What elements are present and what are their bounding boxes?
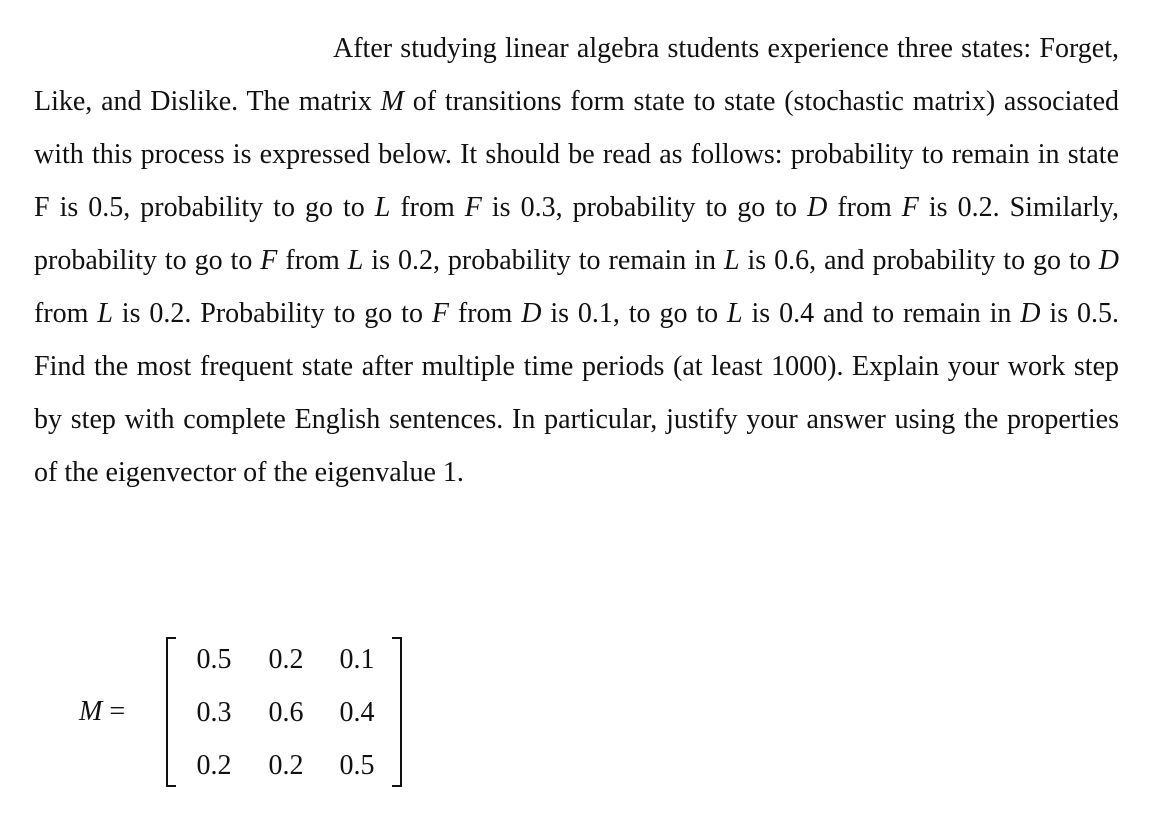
matrix-cell: 0.2 bbox=[196, 750, 232, 781]
matrix-cell: 0.2 bbox=[268, 750, 304, 781]
problem-statement bbox=[34, 22, 1119, 499]
matrix-cell: 0.3 bbox=[196, 697, 232, 728]
math-variable: D bbox=[1098, 245, 1119, 276]
math-variable: F bbox=[431, 298, 449, 329]
matrix-row bbox=[178, 640, 392, 680]
matrix-row bbox=[178, 746, 392, 786]
right-bracket bbox=[392, 637, 402, 787]
text-segment: is 0.5. Find the most frequent state after multiple time periods (at least 1000). Explain your work step by step with complete English sentences. In particular, justify your answer using the properties of the eigenvector of the eigenvalue 1. bbox=[34, 298, 1119, 488]
text-segment: from bbox=[448, 298, 522, 329]
text-segment: is 0.1, to go to bbox=[541, 298, 728, 329]
text-segment: is 0.3, probability to go to bbox=[481, 192, 808, 223]
matrix-row bbox=[178, 693, 392, 733]
text-segment: from bbox=[277, 245, 348, 276]
math-variable: M bbox=[380, 86, 404, 117]
math-variable: D bbox=[1020, 298, 1041, 329]
math-variable: D bbox=[807, 192, 828, 223]
math-variable: F bbox=[901, 192, 919, 223]
matrix-cell: 0.6 bbox=[268, 697, 304, 728]
matrix-cell: 0.5 bbox=[339, 750, 375, 781]
text-segment: of transitions form state to state (stochastic matrix) associated with this process is expressed below. It should be read as follows: probability to remain in state F is 0.5, probability to go to bbox=[34, 86, 1119, 223]
math-variable: F bbox=[464, 192, 482, 223]
text-segment: from bbox=[34, 298, 98, 329]
equals-sign: = bbox=[109, 696, 126, 727]
left-bracket bbox=[166, 637, 176, 787]
math-variable: L bbox=[727, 298, 743, 329]
matrix-cell: 0.4 bbox=[339, 697, 375, 728]
text-segment: is 0.2, probability to remain in bbox=[363, 245, 724, 276]
matrix-name: M bbox=[79, 696, 103, 727]
matrix-cell: 0.2 bbox=[268, 644, 304, 675]
math-variable: L bbox=[347, 245, 364, 276]
text-segment: After studying linear algebra students experience three states: Forget, Like, and Dislike. The matrix bbox=[34, 33, 1119, 117]
math-variable: L bbox=[374, 192, 391, 223]
text-segment: is 0.4 and to remain in bbox=[742, 298, 1021, 329]
matrix-cell: 0.1 bbox=[339, 644, 375, 675]
text-segment: is 0.6, and probability to go to bbox=[739, 245, 1099, 276]
text-segment: from bbox=[390, 192, 465, 223]
math-variable: L bbox=[97, 298, 113, 329]
math-variable: D bbox=[521, 298, 542, 329]
math-variable: L bbox=[723, 245, 740, 276]
text-segment: from bbox=[827, 192, 902, 223]
text-segment: is 0.2. Similarly, probability to go to bbox=[34, 192, 1119, 276]
matrix-label bbox=[79, 692, 125, 732]
text-segment: is 0.2. Probability to go to bbox=[112, 298, 432, 329]
math-variable: F bbox=[260, 245, 278, 276]
matrix-cell: 0.5 bbox=[196, 644, 232, 675]
